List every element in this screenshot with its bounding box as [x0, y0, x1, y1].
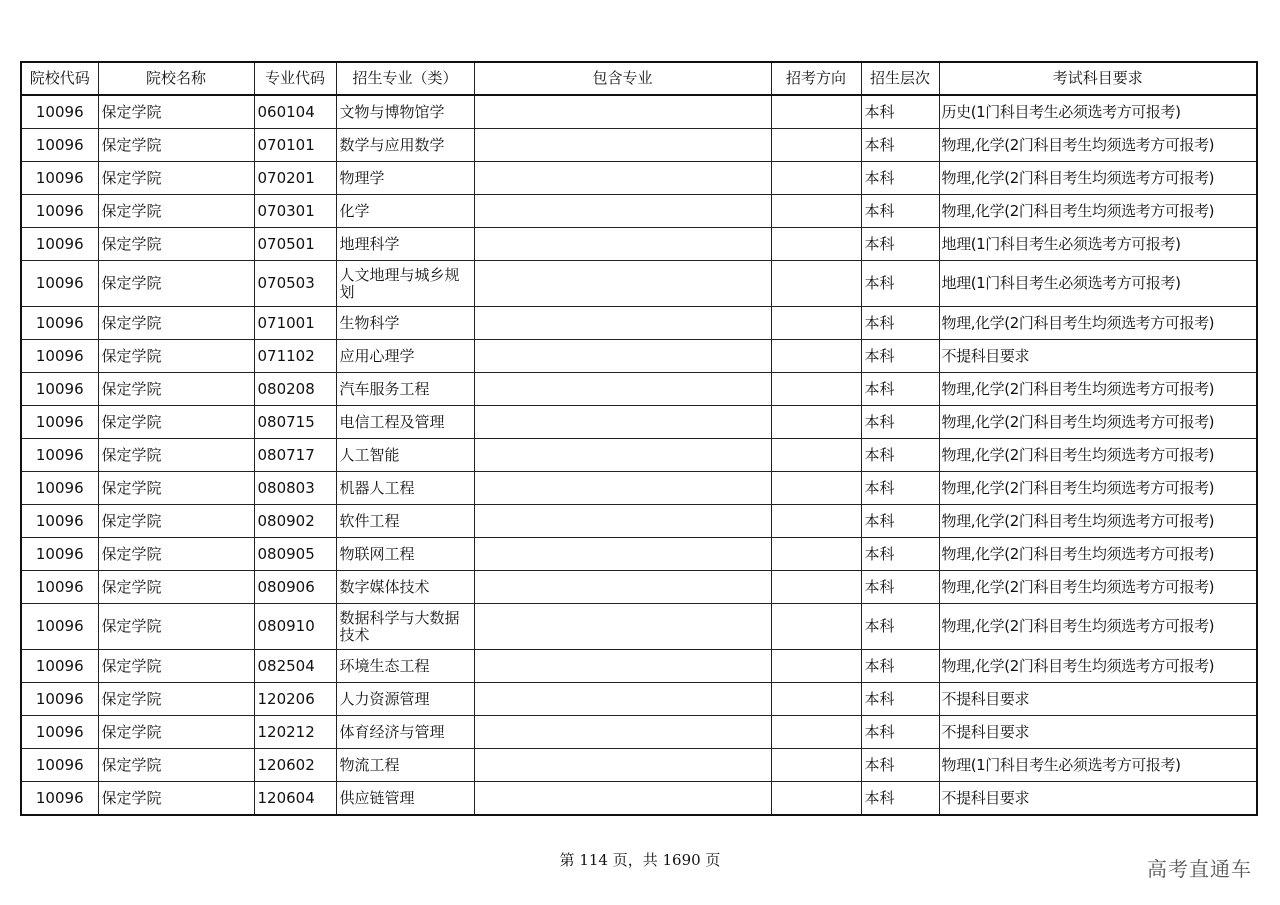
- table-header-row: [21, 62, 1257, 95]
- cell-major: 机器人工程: [336, 472, 474, 505]
- cell-school-name: 保定学院: [98, 650, 254, 683]
- cell-school-code: 10096: [21, 162, 98, 195]
- cell-requirement: 地理(1门科目考生必须选考方可报考): [939, 228, 1257, 261]
- cell-school-name: 保定学院: [98, 95, 254, 129]
- cell-major: 文物与博物馆学: [336, 95, 474, 129]
- cell-level: 本科: [861, 505, 939, 538]
- cell-direction: [771, 604, 861, 650]
- cell-level: 本科: [861, 604, 939, 650]
- cell-requirement: 不提科目要求: [939, 782, 1257, 816]
- table-row: [21, 439, 1257, 472]
- cell-major-code: 120604: [254, 782, 336, 816]
- cell-major: 软件工程: [336, 505, 474, 538]
- table-row: [21, 129, 1257, 162]
- cell-includes: [474, 228, 771, 261]
- cell-direction: [771, 261, 861, 307]
- cell-major-code: 070201: [254, 162, 336, 195]
- cell-includes: [474, 538, 771, 571]
- cell-direction: [771, 340, 861, 373]
- cell-major-code: 070503: [254, 261, 336, 307]
- cell-major-code: 071001: [254, 307, 336, 340]
- cell-requirement: 不提科目要求: [939, 683, 1257, 716]
- header-direction: 招考方向: [771, 62, 861, 95]
- cell-requirement: 物理,化学(2门科目考生均须选考方可报考): [939, 373, 1257, 406]
- cell-major-code: 060104: [254, 95, 336, 129]
- cell-school-code: 10096: [21, 195, 98, 228]
- cell-major: 数字媒体技术: [336, 571, 474, 604]
- cell-school-name: 保定学院: [98, 571, 254, 604]
- cell-includes: [474, 162, 771, 195]
- cell-requirement: 物理,化学(2门科目考生均须选考方可报考): [939, 538, 1257, 571]
- cell-school-code: 10096: [21, 228, 98, 261]
- cell-direction: [771, 650, 861, 683]
- cell-major-code: 080715: [254, 406, 336, 439]
- cell-includes: [474, 439, 771, 472]
- table-body: [21, 95, 1257, 815]
- cell-school-code: 10096: [21, 261, 98, 307]
- header-major: 招生专业（类）: [336, 62, 474, 95]
- cell-level: 本科: [861, 95, 939, 129]
- cell-includes: [474, 472, 771, 505]
- cell-includes: [474, 406, 771, 439]
- cell-level: 本科: [861, 716, 939, 749]
- cell-direction: [771, 228, 861, 261]
- cell-direction: [771, 571, 861, 604]
- cell-school-name: 保定学院: [98, 604, 254, 650]
- cell-includes: [474, 604, 771, 650]
- cell-major: 物流工程: [336, 749, 474, 782]
- cell-direction: [771, 472, 861, 505]
- header-major-code: 专业代码: [254, 62, 336, 95]
- cell-requirement: 物理,化学(2门科目考生均须选考方可报考): [939, 505, 1257, 538]
- cell-direction: [771, 162, 861, 195]
- cell-direction: [771, 373, 861, 406]
- cell-level: 本科: [861, 650, 939, 683]
- cell-school-name: 保定学院: [98, 162, 254, 195]
- cell-major: 应用心理学: [336, 340, 474, 373]
- watermark-logo-text: 高考直通车: [1147, 857, 1252, 881]
- cell-includes: [474, 340, 771, 373]
- cell-school-code: 10096: [21, 716, 98, 749]
- cell-includes: [474, 749, 771, 782]
- table-row: [21, 261, 1257, 307]
- cell-includes: [474, 373, 771, 406]
- table-row: [21, 373, 1257, 406]
- cell-requirement: 物理,化学(2门科目考生均须选考方可报考): [939, 162, 1257, 195]
- cell-direction: [771, 406, 861, 439]
- cell-school-name: 保定学院: [98, 261, 254, 307]
- cell-requirement: 物理,化学(2门科目考生均须选考方可报考): [939, 195, 1257, 228]
- cell-includes: [474, 716, 771, 749]
- cell-requirement: 物理,化学(2门科目考生均须选考方可报考): [939, 406, 1257, 439]
- cell-major: 汽车服务工程: [336, 373, 474, 406]
- cell-major: 地理科学: [336, 228, 474, 261]
- cell-major: 数学与应用数学: [336, 129, 474, 162]
- cell-major-code: 120206: [254, 683, 336, 716]
- cell-direction: [771, 195, 861, 228]
- cell-major: 人力资源管理: [336, 683, 474, 716]
- table-row: [21, 228, 1257, 261]
- cell-major-code: 080906: [254, 571, 336, 604]
- cell-major-code: 080803: [254, 472, 336, 505]
- header-level: 招生层次: [861, 62, 939, 95]
- cell-direction: [771, 782, 861, 816]
- table-row: [21, 505, 1257, 538]
- cell-level: 本科: [861, 571, 939, 604]
- cell-school-code: 10096: [21, 538, 98, 571]
- cell-school-name: 保定学院: [98, 439, 254, 472]
- cell-school-name: 保定学院: [98, 782, 254, 816]
- cell-direction: [771, 505, 861, 538]
- cell-direction: [771, 749, 861, 782]
- cell-major: 体育经济与管理: [336, 716, 474, 749]
- cell-direction: [771, 538, 861, 571]
- cell-requirement: 不提科目要求: [939, 340, 1257, 373]
- cell-school-name: 保定学院: [98, 683, 254, 716]
- cell-level: 本科: [861, 683, 939, 716]
- cell-includes: [474, 95, 771, 129]
- cell-includes: [474, 195, 771, 228]
- cell-school-name: 保定学院: [98, 228, 254, 261]
- cell-school-name: 保定学院: [98, 307, 254, 340]
- cell-school-code: 10096: [21, 129, 98, 162]
- cell-major-code: 082504: [254, 650, 336, 683]
- cell-school-name: 保定学院: [98, 195, 254, 228]
- cell-major: 物联网工程: [336, 538, 474, 571]
- cell-major-code: 080910: [254, 604, 336, 650]
- cell-major-code: 120212: [254, 716, 336, 749]
- cell-requirement: 物理,化学(2门科目考生均须选考方可报考): [939, 472, 1257, 505]
- cell-major: 环境生态工程: [336, 650, 474, 683]
- cell-major-code: 080208: [254, 373, 336, 406]
- cell-school-name: 保定学院: [98, 716, 254, 749]
- table-row: [21, 571, 1257, 604]
- cell-major: 人工智能: [336, 439, 474, 472]
- page-number: 第 114 页，共 1690 页: [559, 851, 721, 869]
- cell-level: 本科: [861, 162, 939, 195]
- cell-major-code: 070101: [254, 129, 336, 162]
- cell-school-code: 10096: [21, 95, 98, 129]
- cell-school-code: 10096: [21, 604, 98, 650]
- cell-requirement: 历史(1门科目考生必须选考方可报考): [939, 95, 1257, 129]
- table-row: [21, 650, 1257, 683]
- cell-direction: [771, 95, 861, 129]
- cell-includes: [474, 571, 771, 604]
- cell-requirement: 物理,化学(2门科目考生均须选考方可报考): [939, 307, 1257, 340]
- table-row: [21, 406, 1257, 439]
- cell-level: 本科: [861, 307, 939, 340]
- cell-direction: [771, 716, 861, 749]
- cell-major: 电信工程及管理: [336, 406, 474, 439]
- cell-school-code: 10096: [21, 571, 98, 604]
- cell-level: 本科: [861, 261, 939, 307]
- cell-school-name: 保定学院: [98, 538, 254, 571]
- cell-requirement: 物理(1门科目考生必须选考方可报考): [939, 749, 1257, 782]
- cell-includes: [474, 505, 771, 538]
- cell-direction: [771, 683, 861, 716]
- cell-school-name: 保定学院: [98, 749, 254, 782]
- cell-includes: [474, 129, 771, 162]
- cell-school-name: 保定学院: [98, 340, 254, 373]
- cell-level: 本科: [861, 439, 939, 472]
- cell-requirement: 不提科目要求: [939, 716, 1257, 749]
- table-row: [21, 162, 1257, 195]
- cell-school-name: 保定学院: [98, 505, 254, 538]
- table-row: [21, 604, 1257, 650]
- cell-level: 本科: [861, 406, 939, 439]
- cell-school-code: 10096: [21, 650, 98, 683]
- cell-major: 供应链管理: [336, 782, 474, 816]
- table-row: [21, 683, 1257, 716]
- cell-school-code: 10096: [21, 406, 98, 439]
- cell-requirement: 物理,化学(2门科目考生均须选考方可报考): [939, 604, 1257, 650]
- cell-includes: [474, 307, 771, 340]
- admissions-table: [20, 61, 1258, 816]
- cell-level: 本科: [861, 195, 939, 228]
- table-row: [21, 782, 1257, 816]
- table-row: [21, 472, 1257, 505]
- cell-school-code: 10096: [21, 439, 98, 472]
- cell-school-name: 保定学院: [98, 129, 254, 162]
- cell-school-code: 10096: [21, 373, 98, 406]
- cell-level: 本科: [861, 472, 939, 505]
- cell-major-code: 080717: [254, 439, 336, 472]
- table-row: [21, 538, 1257, 571]
- cell-level: 本科: [861, 782, 939, 816]
- cell-school-name: 保定学院: [98, 406, 254, 439]
- cell-major: 数据科学与大数据技术: [336, 604, 474, 650]
- header-requirement: 考试科目要求: [939, 62, 1257, 95]
- cell-major-code: 080902: [254, 505, 336, 538]
- cell-direction: [771, 307, 861, 340]
- cell-level: 本科: [861, 749, 939, 782]
- cell-direction: [771, 129, 861, 162]
- cell-school-code: 10096: [21, 340, 98, 373]
- cell-requirement: 物理,化学(2门科目考生均须选考方可报考): [939, 571, 1257, 604]
- cell-school-code: 10096: [21, 307, 98, 340]
- cell-school-name: 保定学院: [98, 373, 254, 406]
- cell-major-code: 070501: [254, 228, 336, 261]
- table-row: [21, 195, 1257, 228]
- table-row: [21, 749, 1257, 782]
- cell-major-code: 120602: [254, 749, 336, 782]
- cell-school-code: 10096: [21, 749, 98, 782]
- cell-major: 生物科学: [336, 307, 474, 340]
- cell-requirement: 物理,化学(2门科目考生均须选考方可报考): [939, 650, 1257, 683]
- cell-requirement: 地理(1门科目考生必须选考方可报考): [939, 261, 1257, 307]
- cell-school-code: 10096: [21, 782, 98, 816]
- cell-includes: [474, 261, 771, 307]
- table-row: [21, 716, 1257, 749]
- cell-school-code: 10096: [21, 683, 98, 716]
- cell-requirement: 物理,化学(2门科目考生均须选考方可报考): [939, 129, 1257, 162]
- cell-level: 本科: [861, 129, 939, 162]
- cell-major-code: 071102: [254, 340, 336, 373]
- table-row: [21, 307, 1257, 340]
- table-row: [21, 340, 1257, 373]
- header-school-name: 院校名称: [98, 62, 254, 95]
- header-school-code: 院校代码: [21, 62, 98, 95]
- cell-level: 本科: [861, 228, 939, 261]
- cell-school-code: 10096: [21, 472, 98, 505]
- cell-includes: [474, 650, 771, 683]
- cell-school-code: 10096: [21, 505, 98, 538]
- cell-major: 化学: [336, 195, 474, 228]
- cell-level: 本科: [861, 538, 939, 571]
- cell-requirement: 物理,化学(2门科目考生均须选考方可报考): [939, 439, 1257, 472]
- cell-major: 人文地理与城乡规划: [336, 261, 474, 307]
- cell-school-name: 保定学院: [98, 472, 254, 505]
- table-row: [21, 95, 1257, 129]
- cell-includes: [474, 683, 771, 716]
- cell-major-code: 080905: [254, 538, 336, 571]
- cell-direction: [771, 439, 861, 472]
- header-includes: 包含专业: [474, 62, 771, 95]
- cell-includes: [474, 782, 771, 816]
- cell-level: 本科: [861, 340, 939, 373]
- cell-major-code: 070301: [254, 195, 336, 228]
- cell-major: 物理学: [336, 162, 474, 195]
- cell-level: 本科: [861, 373, 939, 406]
